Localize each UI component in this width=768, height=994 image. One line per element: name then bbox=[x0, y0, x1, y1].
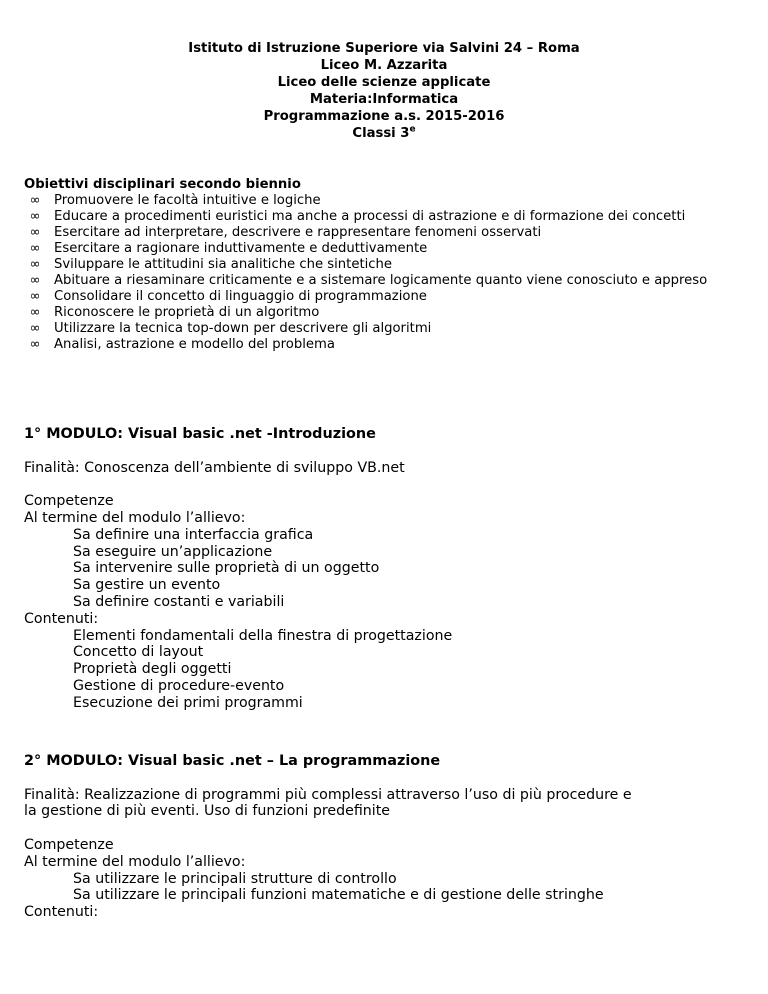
list-item bbox=[24, 289, 744, 305]
list-item-text: Promuovere le facoltà intuitive e logiche bbox=[54, 193, 321, 208]
module2-competenze-label: Competenze bbox=[24, 836, 114, 853]
objectives-section bbox=[24, 177, 744, 353]
list-item: Sa utilizzare le principali funzioni matematiche e di gestione delle stringhe bbox=[73, 887, 604, 904]
infinity-bullet-icon: ∞ bbox=[29, 209, 41, 224]
list-item bbox=[24, 321, 744, 337]
module1-contenuti-label: Contenuti: bbox=[24, 610, 99, 627]
module1-intro: Al termine del modulo l’allievo: bbox=[24, 509, 246, 526]
header-school: Liceo M. Azzarita bbox=[320, 58, 448, 73]
module2-intro: Al termine del modulo l’allievo: bbox=[24, 853, 246, 870]
module1-section bbox=[24, 426, 754, 712]
header-year: Programmazione a.s. 2015-2016 bbox=[263, 109, 505, 124]
header-classes-sup: e bbox=[409, 124, 416, 135]
list-item-text: Analisi, astrazione e modello del problema bbox=[54, 337, 335, 352]
header-classes-text: Classi 3 bbox=[352, 126, 410, 141]
infinity-bullet-icon: ∞ bbox=[29, 273, 41, 288]
list-item: Esecuzione dei primi programmi bbox=[73, 694, 303, 711]
module2-contenuti-label: Contenuti: bbox=[24, 904, 99, 921]
module1-finalita: Finalità: Conoscenza dell’ambiente di sviluppo VB.net bbox=[24, 459, 405, 476]
list-item-text: Consolidare il concetto di linguaggio di programmazione bbox=[54, 289, 427, 304]
infinity-bullet-icon: ∞ bbox=[29, 337, 41, 352]
list-item bbox=[24, 209, 744, 225]
list-item: Gestione di procedure-evento bbox=[73, 677, 285, 694]
module1-competenze-list bbox=[24, 527, 754, 611]
infinity-bullet-icon: ∞ bbox=[29, 225, 41, 240]
infinity-bullet-icon: ∞ bbox=[29, 321, 41, 336]
list-item: Sa intervenire sulle proprietà di un oggetto bbox=[73, 560, 380, 577]
infinity-bullet-icon: ∞ bbox=[29, 305, 41, 320]
list-item bbox=[24, 193, 744, 209]
list-item-text: Abituare a riesaminare criticamente e a sistemare logicamente quanto viene conosciuto e appreso bbox=[54, 273, 708, 288]
document-header bbox=[0, 40, 768, 142]
list-item: Sa eseguire un’applicazione bbox=[73, 543, 273, 560]
list-item-text: Riconoscere le proprietà di un algoritmo bbox=[54, 305, 320, 320]
list-item bbox=[24, 305, 744, 321]
module2-finalita-line1: Finalità: Realizzazione di programmi più complessi attraverso l’uso di più procedure e bbox=[24, 786, 632, 803]
module1-title: 1° MODULO: Visual basic .net -Introduzione bbox=[24, 426, 376, 442]
objectives-list bbox=[24, 193, 744, 353]
list-item-text: Utilizzare la tecnica top-down per descrivere gli algoritmi bbox=[54, 321, 432, 336]
module1-competenze-label: Competenze bbox=[24, 493, 114, 510]
module1-contenuti-list bbox=[24, 628, 754, 712]
header-subject: Materia:Informatica bbox=[309, 92, 459, 107]
objectives-title: Obiettivi disciplinari secondo biennio bbox=[24, 177, 301, 192]
infinity-bullet-icon: ∞ bbox=[29, 257, 41, 272]
list-item bbox=[24, 225, 744, 241]
module2-competenze-list bbox=[24, 871, 754, 905]
list-item: Sa utilizzare le principali strutture di controllo bbox=[73, 870, 397, 887]
list-item bbox=[24, 337, 744, 353]
header-course: Liceo delle scienze applicate bbox=[277, 75, 491, 90]
list-item: Sa gestire un evento bbox=[73, 577, 221, 594]
list-item-text: Esercitare a ragionare induttivamente e deduttivamente bbox=[54, 241, 428, 256]
list-item: Sa definire una interfaccia grafica bbox=[73, 526, 314, 543]
list-item bbox=[24, 241, 744, 257]
list-item-text: Educare a procedimenti euristici ma anche a processi di astrazione e di formazione dei concetti bbox=[54, 209, 686, 224]
list-item bbox=[24, 257, 744, 273]
header-classes bbox=[0, 125, 768, 142]
module2-section bbox=[24, 753, 754, 921]
module2-finalita-line2: la gestione di più eventi. Uso di funzioni predefinite bbox=[24, 803, 391, 820]
infinity-bullet-icon: ∞ bbox=[29, 193, 41, 208]
list-item: Sa definire costanti e variabili bbox=[73, 593, 285, 610]
list-item: Concetto di layout bbox=[73, 644, 204, 661]
header-institute: Istituto di Istruzione Superiore via Salvini 24 – Roma bbox=[188, 41, 580, 56]
module2-title: 2° MODULO: Visual basic .net – La programmazione bbox=[24, 753, 441, 769]
infinity-bullet-icon: ∞ bbox=[29, 289, 41, 304]
list-item: Elementi fondamentali della finestra di progettazione bbox=[73, 627, 453, 644]
list-item-text: Esercitare ad interpretare, descrivere e rappresentare fenomeni osservati bbox=[54, 225, 542, 240]
list-item-text: Sviluppare le attitudini sia analitiche che sintetiche bbox=[54, 257, 393, 272]
infinity-bullet-icon: ∞ bbox=[29, 241, 41, 256]
list-item: Proprietà degli oggetti bbox=[73, 661, 232, 678]
list-item bbox=[24, 273, 744, 289]
